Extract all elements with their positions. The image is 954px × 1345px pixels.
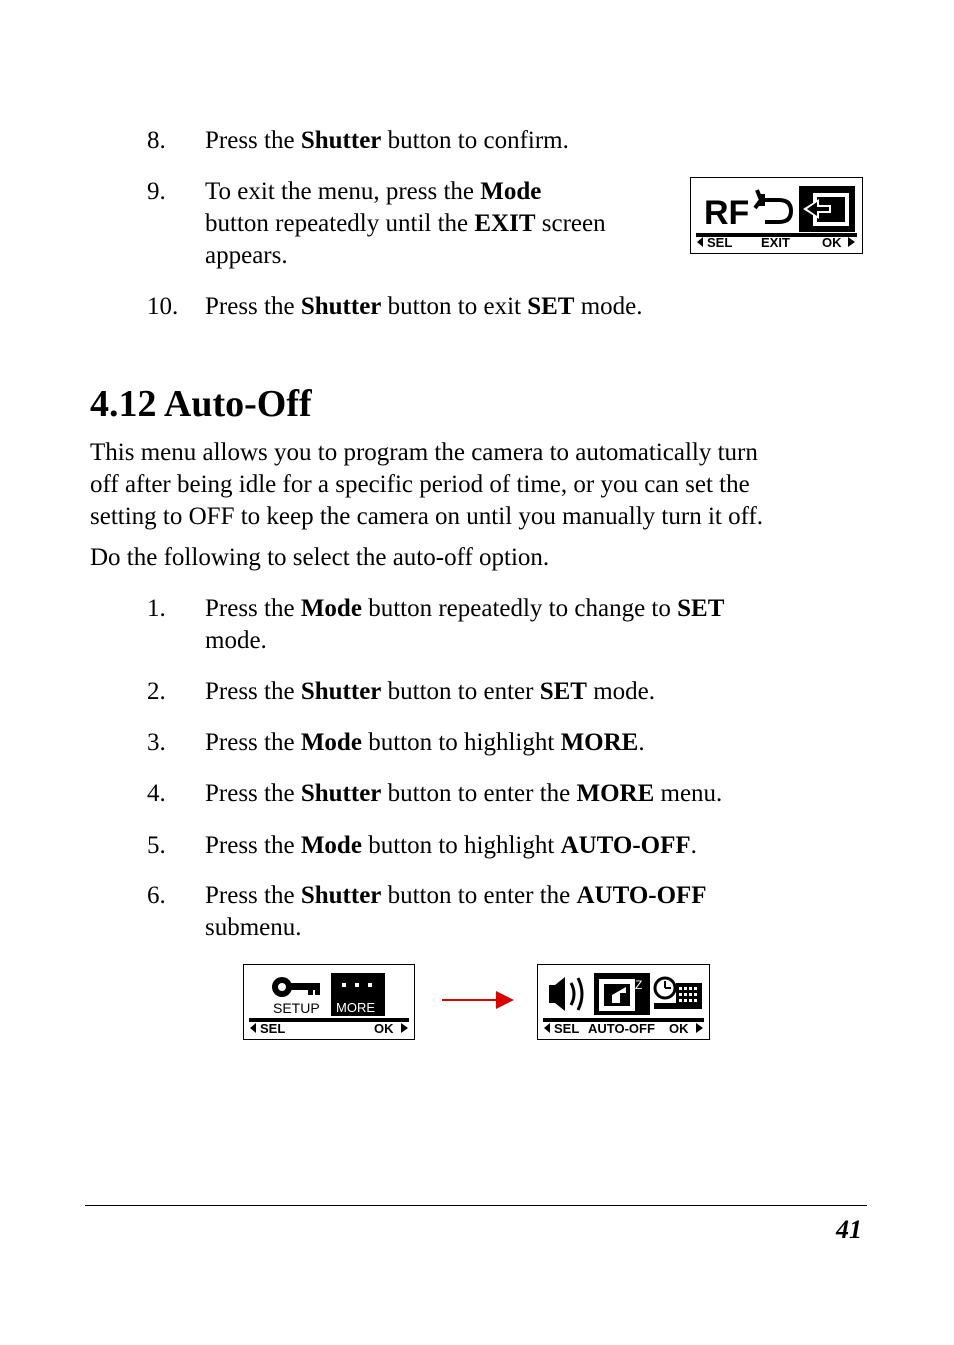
step-8-text <box>205 125 569 157</box>
step-10-text <box>205 291 643 323</box>
text-run: Press the <box>205 293 301 320</box>
sel-label: SEL <box>707 235 733 250</box>
intro-line-3: setting to OFF to keep the camera on until you manually turn it off. <box>90 503 764 530</box>
text-run: button repeatedly until the <box>205 210 475 237</box>
text-run: Press the <box>205 595 301 622</box>
text-run: mode. <box>574 293 643 320</box>
text-run: Press the <box>205 832 301 859</box>
auto-off-screen-image <box>537 964 710 1040</box>
text-run: mode. <box>205 627 267 654</box>
text-run: appears. <box>205 242 288 269</box>
bold-term: Shutter <box>300 780 382 807</box>
text-run: button to confirm. <box>381 127 569 154</box>
step-3-text <box>205 727 645 759</box>
text-run: button to highlight <box>361 729 561 756</box>
text-run: button to exit <box>381 293 528 320</box>
sel-label: SEL <box>260 1021 286 1036</box>
setup-key-icon <box>272 977 320 997</box>
step-line <box>205 240 606 272</box>
exit-screen-image <box>690 177 863 254</box>
footer-rule <box>85 1205 867 1206</box>
exit-door-icon <box>799 186 855 232</box>
clock-calendar-icon <box>654 978 702 1009</box>
bold-term: Shutter <box>300 293 382 320</box>
text-run: button repeatedly to change to <box>361 595 678 622</box>
bold-term: SET <box>677 595 725 622</box>
auto-off-screen-graphic <box>538 965 709 1039</box>
step-8-number: 8. <box>147 127 166 154</box>
bold-term: Mode <box>300 595 362 622</box>
text-run: To exit the menu, press the <box>205 178 481 205</box>
step-line <box>205 291 643 323</box>
exit-screen-graphic <box>691 178 862 253</box>
step-3-number: 3. <box>147 729 166 756</box>
step-5-text <box>205 830 697 862</box>
text-run: submenu. <box>205 914 302 941</box>
page-number: 41 <box>836 1215 862 1244</box>
ok-label: OK <box>822 235 842 250</box>
sleep-z-glyph: Z <box>635 978 643 992</box>
step-line <box>205 176 606 208</box>
text-run: Press the <box>205 678 301 705</box>
bold-term: MORE <box>560 729 639 756</box>
text-run: . <box>690 832 697 859</box>
text-run: button to enter the <box>381 882 577 909</box>
step-line <box>205 880 707 912</box>
setup-label: SETUP <box>273 1000 320 1016</box>
text-run: . <box>638 729 645 756</box>
step-9-text <box>205 176 606 272</box>
text-run: menu. <box>654 780 723 807</box>
intro-line-1: This menu allows you to program the camera to automatically turn <box>90 439 758 466</box>
intro-line-2: off after being idle for a specific period of time, or you can set the <box>90 471 750 498</box>
exit-label: EXIT <box>761 235 790 250</box>
step-line <box>205 125 569 157</box>
step-1-number: 1. <box>147 595 166 622</box>
step-4-number: 4. <box>147 780 166 807</box>
text-run: screen <box>535 210 606 237</box>
step-1-text <box>205 593 724 657</box>
step-line <box>205 593 724 625</box>
bold-term: SET <box>527 293 575 320</box>
text-run: mode. <box>586 678 656 705</box>
speaker-icon <box>549 977 582 1011</box>
section-heading: 4.12 Auto-Off <box>90 383 312 425</box>
bold-term: MORE <box>576 780 655 807</box>
bold-term: Mode <box>480 178 542 205</box>
auto-off-sleep-icon <box>599 979 635 1011</box>
step-4-text <box>205 778 722 810</box>
bold-term: EXIT <box>474 210 536 237</box>
text-run: button to enter <box>381 678 540 705</box>
bold-term: Mode <box>300 729 362 756</box>
step-5-number: 5. <box>147 832 166 859</box>
text-run: Press the <box>205 729 301 756</box>
bold-term: AUTO-OFF <box>560 832 691 859</box>
bold-term: Shutter <box>300 678 382 705</box>
bold-term: SET <box>539 678 587 705</box>
bold-term: Shutter <box>300 882 382 909</box>
step-line <box>205 676 655 708</box>
text-run: Press the <box>205 882 301 909</box>
auto-off-label: AUTO-OFF <box>588 1021 655 1036</box>
more-label: MORE <box>336 1000 375 1015</box>
text-run: button to highlight <box>361 832 561 859</box>
step-line <box>205 778 722 810</box>
bold-term: Shutter <box>300 127 382 154</box>
step-10-number: 10. <box>147 293 179 320</box>
more-screen-image <box>243 964 415 1040</box>
bold-term: AUTO-OFF <box>576 882 707 909</box>
text-run: button to enter the <box>381 780 577 807</box>
step-6-text <box>205 880 707 944</box>
step-2-number: 2. <box>147 678 166 705</box>
sel-label: SEL <box>554 1021 580 1036</box>
text-run: Press the <box>205 127 301 154</box>
step-6-number: 6. <box>147 882 166 909</box>
step-2-text <box>205 676 655 708</box>
bold-term: Mode <box>300 832 362 859</box>
step-line <box>205 208 606 240</box>
ok-label: OK <box>669 1021 689 1036</box>
step-line <box>205 912 707 944</box>
text-run: Press the <box>205 780 301 807</box>
intro-paragraph-2: Do the following to select the auto-off option. <box>90 544 550 571</box>
ok-label: OK <box>374 1021 394 1036</box>
step-line <box>205 625 724 657</box>
more-screen-graphic <box>244 965 414 1039</box>
step-line <box>205 830 697 862</box>
rf-label: RF <box>704 194 750 232</box>
red-arrow-icon <box>440 988 516 1012</box>
step-line <box>205 727 645 759</box>
step-9-number: 9. <box>147 178 166 205</box>
